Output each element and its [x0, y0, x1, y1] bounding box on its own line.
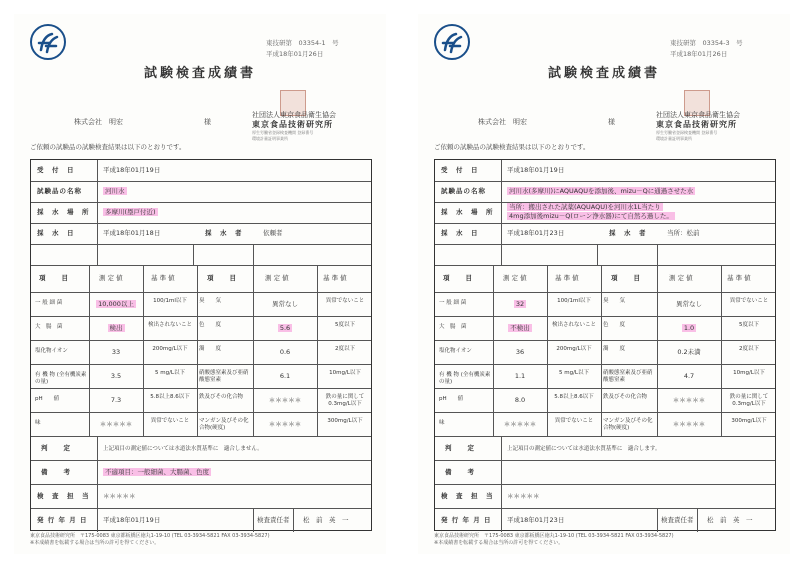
- results-table: [434, 159, 776, 531]
- col-header-measured: 測 定 値: [669, 274, 693, 282]
- col-header-item: 項 目: [207, 274, 237, 282]
- issuer-block: [252, 110, 336, 142]
- test-item-name: pH 値: [35, 396, 60, 402]
- test-item-value: ＊＊＊＊＊: [99, 420, 133, 428]
- table-rule: [31, 181, 371, 182]
- table-rule: [547, 265, 548, 436]
- table-rule: [435, 508, 775, 509]
- issuer-association: 社団法人東京食品衛生協会: [252, 111, 336, 119]
- sampler-label: 採 水 者: [609, 229, 647, 237]
- sampling-site-label: 採 水 場 所: [441, 208, 494, 216]
- remarks-text: 不適項目：一般細菌、大腸菌、色度: [105, 468, 209, 476]
- sampling-date: 平成18年01月18日: [103, 229, 161, 237]
- test-item-standard: 異常でないこと: [325, 298, 365, 304]
- table-rule: [253, 508, 254, 532]
- table-rule: [435, 484, 775, 485]
- table-rule: [435, 292, 775, 293]
- table-rule: [657, 508, 658, 532]
- test-item-name: 硝酸態窒素及び亜硝酸態窒素: [199, 370, 249, 383]
- signer-label: 検査責任者: [257, 516, 290, 524]
- issuer-institute: 東京食品技術研究所: [656, 120, 737, 129]
- test-item-name: マンガン及びその化合物(硬度): [603, 418, 653, 431]
- receipt-date: 平成18年01月19日: [103, 166, 161, 174]
- judgement-text: 上記項目の測定値については水道法水質基準に 適合しません。: [103, 446, 263, 452]
- test-item-standard: 鉄の量に関して0.3mg/L以下: [325, 394, 365, 407]
- col-header-measured: 測 定 値: [99, 274, 123, 282]
- table-rule: [435, 181, 775, 182]
- col-header-item: 項 目: [611, 274, 641, 282]
- sampling-site: 当所：搬出された試薬(AQUAQU)を河川水1L当たり: [509, 203, 661, 211]
- test-item-value: 33: [111, 348, 121, 356]
- report-title: 試験検査成績書: [547, 66, 660, 81]
- table-rule: [31, 316, 371, 317]
- sampler: 依頼者: [263, 229, 283, 237]
- footer-address: 東京食品技術研究所 〒175-0083 東京都板橋区徳丸1-19-10 (TEL 03-3934-5821 FAX 03-3934-5827): [434, 533, 674, 539]
- test-item-name: 硝酸態窒素及び亜硝酸態窒素: [603, 370, 653, 383]
- table-rule: [193, 244, 194, 265]
- table-rule: [657, 244, 658, 265]
- test-item-name: 有 機 物 (全有機炭素の量): [439, 372, 491, 385]
- footer-note: [30, 533, 270, 547]
- test-item-name: 味: [35, 420, 41, 426]
- test-item-value: 検出: [109, 324, 123, 332]
- table-rule: [31, 436, 371, 437]
- receipt-date-label: 受 付 日: [37, 166, 75, 174]
- sampling-site: 多摩川(塁戸付近): [105, 208, 156, 216]
- test-item-standard: 10mg/L以下: [733, 370, 765, 376]
- remarks-label: 備 考: [445, 468, 475, 476]
- test-item-standard: 鉄の量に関して0.3mg/L以下: [729, 394, 769, 407]
- test-item-value: ＊＊＊＊＊: [268, 396, 302, 404]
- test-item-standard: 異常でないこと: [729, 298, 769, 304]
- judgement-label: 判 定: [445, 444, 475, 452]
- test-item-name: 一 般 細 菌: [439, 300, 467, 306]
- table-rule: [435, 223, 775, 224]
- table-rule: [493, 265, 494, 436]
- table-rule: [197, 265, 198, 436]
- table-rule: [501, 436, 502, 532]
- sampling-date-label: 採 水 日: [37, 229, 75, 237]
- test-item-value: 4.7: [683, 372, 695, 380]
- table-rule: [31, 202, 371, 203]
- test-item-name: 鉄及びその化合物: [199, 394, 244, 400]
- table-rule: [597, 244, 598, 265]
- issuer-block: [656, 110, 740, 142]
- test-item-name: 大 腸 菌: [439, 324, 467, 330]
- doc-date: 平成18年01月26日: [670, 50, 728, 58]
- test-item-standard: 2度以下: [335, 346, 355, 352]
- test-item-value: 5.6: [279, 324, 291, 332]
- table-rule: [253, 244, 254, 265]
- table-rule: [31, 364, 371, 365]
- remarks-label: 備 考: [41, 468, 71, 476]
- receipt-date: 平成18年01月19日: [507, 166, 565, 174]
- table-rule: [31, 265, 371, 266]
- doc-number-block: [670, 38, 743, 60]
- sampling-site-label: 採 水 場 所: [37, 208, 90, 216]
- table-rule: [435, 460, 775, 461]
- table-rule: [143, 265, 144, 436]
- test-item-name: 濁 度: [603, 346, 626, 352]
- table-rule: [31, 244, 371, 245]
- sampler-label: 採 水 者: [205, 229, 243, 237]
- col-header-item: 項 目: [443, 274, 473, 282]
- test-item-name: 有 機 物 (全有機炭素の量): [35, 372, 87, 385]
- honorific: 様: [204, 118, 211, 126]
- table-rule: [435, 412, 775, 413]
- sample-name-label: 試験品の名称: [441, 187, 486, 195]
- test-item-standard: 5度以下: [739, 322, 759, 328]
- test-item-standard: 2度以下: [739, 346, 759, 352]
- signer-name: 松 前 英 一: [303, 516, 349, 524]
- test-item-standard: 10mg/L以下: [329, 370, 361, 376]
- test-item-value: ＊＊＊＊＊: [672, 420, 706, 428]
- intro-text: ご依頼の試験品の試験検査結果は以下のとおりです。: [434, 143, 590, 151]
- doc-number: 東技研第 03354-1 号: [266, 39, 339, 47]
- table-rule: [435, 244, 775, 245]
- test-item-value: 不検出: [510, 324, 530, 332]
- test-item-value: 36: [515, 348, 525, 356]
- judgement-text: 上記項目の測定値については水道法水質基準に 適合します。: [507, 446, 661, 452]
- test-item-value: ＊＊＊＊＊: [503, 420, 537, 428]
- test-item-name: 味: [439, 420, 445, 426]
- test-item-name: 一 般 細 菌: [35, 300, 63, 306]
- test-item-value: 10,000以上: [98, 300, 134, 308]
- test-item-standard: 5度以下: [335, 322, 355, 328]
- doc-number: 東技研第 03354-3 号: [670, 39, 743, 47]
- test-item-standard: 5.8以上8.6以下: [150, 394, 190, 400]
- report-title: 試験検査成績書: [143, 66, 256, 81]
- signer-name: 松 前 英 一: [707, 516, 753, 524]
- table-rule: [31, 508, 371, 509]
- report-page-2: [418, 14, 790, 554]
- test-item-standard: 5 mg/L以下: [558, 370, 589, 376]
- test-item-value: 6.1: [279, 372, 291, 380]
- test-item-value: 8.0: [514, 396, 526, 404]
- test-item-value: 異常なし: [272, 300, 298, 308]
- report-page-1: [14, 14, 386, 554]
- footer-reprint-note: ※本成績書を転載する場合は当所の許可を得てください。: [434, 540, 564, 546]
- sample-name: 河川水: [105, 187, 125, 195]
- sampler: 当所：松前: [667, 229, 700, 237]
- table-rule: [31, 292, 371, 293]
- col-header-measured: 測 定 値: [265, 274, 289, 282]
- test-item-name: 塩化物イオン: [439, 348, 472, 354]
- test-item-value: 0.2未満: [677, 348, 701, 356]
- test-item-standard: 5 mg/L以下: [154, 370, 185, 376]
- results-table: [30, 159, 372, 531]
- test-item-standard: 100/1ml以下: [557, 298, 591, 304]
- doc-date: 平成18年01月26日: [266, 50, 324, 58]
- table-rule: [435, 316, 775, 317]
- table-rule: [97, 436, 98, 532]
- test-item-value: 1.0: [683, 324, 695, 332]
- tf-logo-icon: [28, 22, 68, 62]
- sampling-date-label: 採 水 日: [441, 229, 479, 237]
- table-rule: [31, 460, 371, 461]
- col-header-measured: 測 定 値: [503, 274, 527, 282]
- table-rule: [435, 340, 775, 341]
- judgement-label: 判 定: [41, 444, 71, 452]
- receipt-date-label: 受 付 日: [441, 166, 479, 174]
- issuer-registration: 厚生労働省登録検査機関 登録番号: [656, 130, 718, 135]
- issuer-registration: 厚生労働省登録検査機関 登録番号: [252, 130, 314, 135]
- test-item-standard: 300mg/L以下: [327, 418, 363, 424]
- sampling-date: 平成18年01月23日: [507, 229, 565, 237]
- test-item-standard: 300mg/L以下: [731, 418, 767, 424]
- table-rule: [435, 388, 775, 389]
- honorific: 様: [608, 118, 615, 126]
- sample-name-label: 試験品の名称: [37, 187, 82, 195]
- inspector: ＊＊＊＊＊: [507, 492, 540, 500]
- test-item-standard: 異常でないこと: [150, 418, 190, 424]
- col-header-item: 項 目: [39, 274, 69, 282]
- test-item-standard: 検出されないこと: [147, 322, 192, 328]
- table-rule: [435, 265, 775, 266]
- test-item-value: 32: [515, 300, 525, 308]
- test-item-name: pH 値: [439, 396, 464, 402]
- intro-text: ご依頼の試験品の試験検査結果は以下のとおりです。: [30, 143, 186, 151]
- table-rule: [31, 340, 371, 341]
- test-item-name: 色 度: [199, 322, 222, 328]
- footer-reprint-note: ※本成績書を転載する場合は当所の許可を得てください。: [30, 540, 160, 546]
- test-item-standard: 5.8以上8.6以下: [554, 394, 594, 400]
- footer-note: [434, 533, 674, 547]
- signer-label: 検査責任者: [661, 516, 694, 524]
- test-item-name: 臭 気: [603, 298, 626, 304]
- table-rule: [89, 265, 90, 436]
- test-item-standard: 200mg/L以下: [556, 346, 592, 352]
- test-item-name: マンガン及びその化合物(硬度): [199, 418, 249, 431]
- test-item-value: 3.5: [110, 372, 122, 380]
- test-item-name: 色 度: [603, 322, 626, 328]
- table-rule: [31, 484, 371, 485]
- test-item-name: 塩化物イオン: [35, 348, 68, 354]
- table-rule: [31, 388, 371, 389]
- client-name: 株式会社 明宏: [74, 118, 123, 126]
- table-rule: [435, 364, 775, 365]
- inspector: ＊＊＊＊＊: [103, 492, 136, 500]
- inspector-label: 検 査 担 当: [441, 492, 494, 500]
- table-rule: [97, 160, 98, 265]
- issue-date-label: 発 行 年 月 日: [37, 516, 88, 524]
- test-item-name: 臭 気: [199, 298, 222, 304]
- issue-date: 平成18年01月23日: [507, 516, 565, 524]
- table-rule: [253, 265, 254, 436]
- table-rule: [31, 412, 371, 413]
- issue-date-label: 発 行 年 月 日: [441, 516, 492, 524]
- table-rule: [31, 223, 371, 224]
- test-item-name: 大 腸 菌: [35, 324, 63, 330]
- table-rule: [501, 160, 502, 265]
- inspector-label: 検 査 担 当: [37, 492, 90, 500]
- test-item-value: ＊＊＊＊＊: [672, 396, 706, 404]
- client-name: 株式会社 明宏: [478, 118, 527, 126]
- table-rule: [601, 265, 602, 436]
- table-rule: [317, 265, 318, 436]
- test-item-name: 濁 度: [199, 346, 222, 352]
- col-header-standard: 基 準 値: [323, 274, 347, 282]
- sample-name: 河川水(多摩川)にAQUAQUを添加後、mizu－Qに通過させた水: [509, 187, 694, 195]
- tf-logo-icon: [432, 22, 472, 62]
- test-item-standard: 100/1ml以下: [153, 298, 187, 304]
- table-rule: [293, 508, 294, 532]
- col-header-standard: 基 準 値: [555, 274, 579, 282]
- issuer-institute: 東京食品技術研究所: [252, 120, 333, 129]
- test-item-value: 0.6: [279, 348, 291, 356]
- test-item-name: 鉄及びその化合物: [603, 394, 648, 400]
- test-item-standard: 異常でないこと: [554, 418, 594, 424]
- table-rule: [657, 265, 658, 436]
- test-item-standard: 200mg/L以下: [152, 346, 188, 352]
- doc-number-block: [266, 38, 339, 60]
- footer-address: 東京食品技術研究所 〒175-0083 東京都板橋区徳丸1-19-10 (TEL 03-3934-5821 FAX 03-3934-5827): [30, 533, 270, 539]
- col-header-standard: 基 準 値: [727, 274, 751, 282]
- table-rule: [721, 265, 722, 436]
- test-item-value: 1.1: [514, 372, 526, 380]
- col-header-standard: 基 準 値: [151, 274, 175, 282]
- test-item-value: 異常なし: [676, 300, 702, 308]
- test-item-value: 7.3: [110, 396, 122, 404]
- test-item-value: ＊＊＊＊＊: [268, 420, 302, 428]
- issuer-certification: 環境計量証明事業所: [252, 136, 288, 141]
- issuer-association: 社団法人東京食品衛生協会: [656, 111, 740, 119]
- test-item-standard: 検出されないこと: [551, 322, 596, 328]
- sampling-site-line2: 4mg添加後mizu－Q(ローン浄水器)にて自然ろ過した。: [509, 212, 673, 220]
- table-rule: [697, 508, 698, 532]
- issue-date: 平成18年01月19日: [103, 516, 161, 524]
- issuer-certification: 環境計量証明事業所: [656, 136, 692, 141]
- table-rule: [435, 436, 775, 437]
